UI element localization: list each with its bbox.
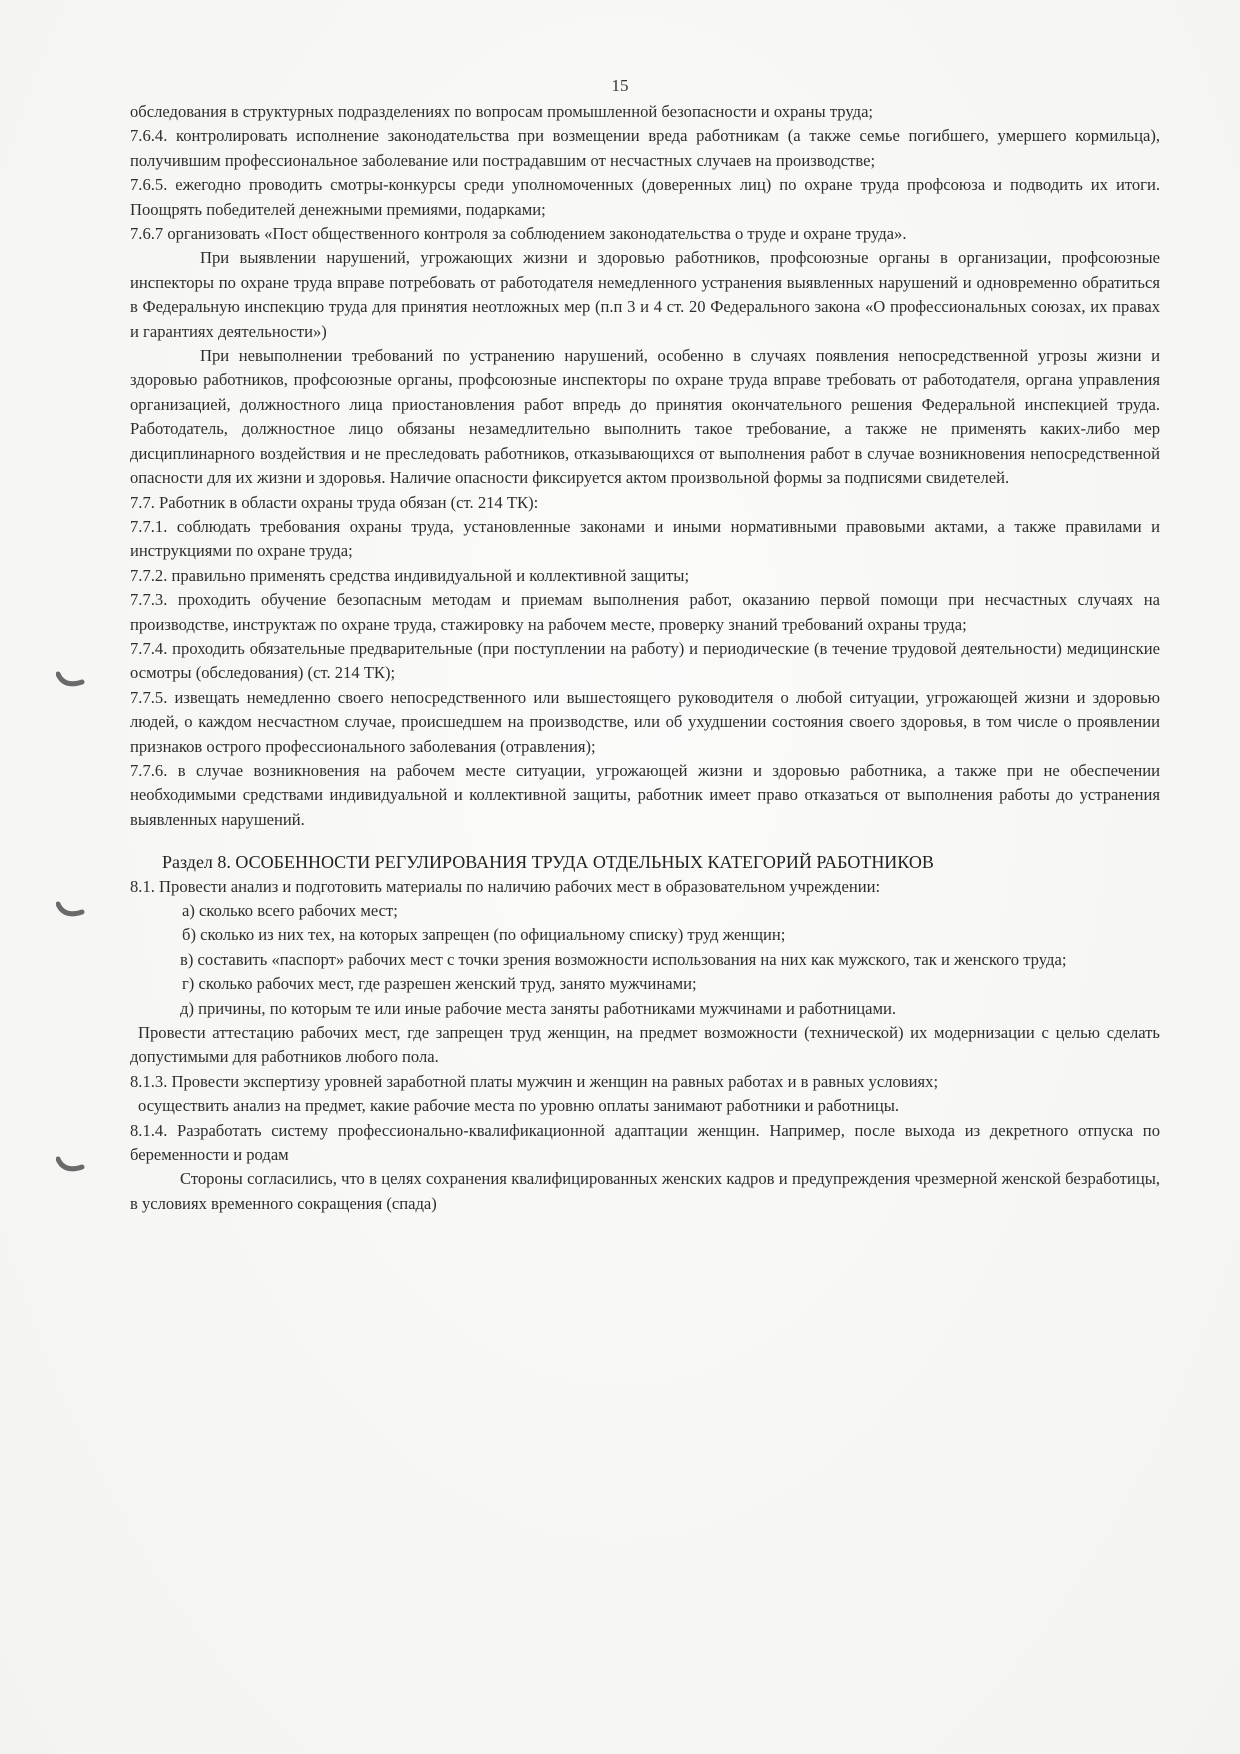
paragraph: осуществить анализ на предмет, какие рабочие места по уровню оплаты занимают работники и работницы. [138, 1096, 900, 1116]
paragraph: 7.7. Работник в области охраны труда обязан (ст. 214 ТК): [130, 492, 539, 512]
paragraph: 7.7.4. проходить обязательные предварительные (при поступлении на работу) и периодические (в течение трудовой деятельности) медицинские осмотры (обследования) (ст. 214 ТК); [130, 638, 1160, 683]
paragraph: 7.6.7 организовать «Пост общественного контроля за соблюдением законодательства о труде и охране труда». [130, 224, 907, 244]
paragraph: 7.7.5. извещать немедленно своего непосредственного или вышестоящего руководителя о любой ситуации, угрожающей жизни и здоровью людей, о каждом несчастном случае, происшедшем на производстве, или об ухудшении состояния своего здоровья, в том числе о проявлении признаков острого профессионального заболевания (отравления); [130, 687, 1160, 756]
paragraph: Стороны согласились, что в целях сохранения квалифицированных женских кадров и предупреждения чрезмерной женской безработицы, в условиях временного сокращения (спада) [130, 1169, 1160, 1213]
paragraph: 7.7.2. правильно применять средства индивидуальной и коллективной защиты; [130, 565, 690, 585]
paragraph: 8.1.3. Провести экспертизу уровней заработной платы мужчин и женщин на равных работах и в равных условиях; [130, 1071, 939, 1091]
page-number: 15 [611, 76, 629, 95]
paragraph: г) сколько рабочих мест, где разрешен женский труд, занято мужчинами; [182, 974, 697, 994]
paragraph: б) сколько из них тех, на которых запрещен (по официальному списку) труд женщин; [182, 925, 786, 945]
binder-hole-mark [56, 900, 86, 920]
paragraph: д) причины, по которым те или иные рабочие места заняты работниками мужчинами и работницами. [180, 998, 896, 1018]
binder-hole-mark [56, 670, 86, 690]
paragraph: Провести аттестацию рабочих мест, где запрещен труд женщин, на предмет возможности (технической) их модернизации с целью сделать допустимыми для работников любого пола. [130, 1023, 1160, 1067]
paragraph: 7.6.4. контролировать исполнение законодательства при возмещении вреда работникам (а также семье погибшего, умершего кормильца), получившим профессиональное заболевание или пострадавшим от несчастных случаев на производстве; [130, 126, 1160, 170]
paragraph: а) сколько всего рабочих мест; [182, 901, 398, 920]
paragraph: При выявлении нарушений, угрожающих жизни и здоровью работников, профсоюзные органы в организации, профсоюзные инспекторы по охране труда вправе потребовать от работодателя немедленного устранения выявленных нарушений и одновременно обратиться в Федеральную инспекцию труда для принятия неотложных мер (п.п 3 и 4 ст. 20 Федерального закона «О профессиональных союзах, их правах и гарантиях деятельности») [130, 248, 1160, 341]
paragraph: 7.7.3. проходить обучение безопасным методам и приемам выполнения работ, оказанию первой помощи при несчастных случаях на производстве, инструктаж по охране труда, стажировку на рабочем месте, проверку знаний требований охраны труда; [130, 590, 1160, 634]
paragraph: 7.6.5. ежегодно проводить смотры-конкурсы среди уполномоченных (доверенных лиц) по охране труда профсоюза и подводить их итоги. Поощрять победителей денежными премиями, подарками; [130, 175, 1160, 219]
paragraph: в) составить «паспорт» рабочих мест с точки зрения возможности использования на них как мужского, так и женского труда; [180, 949, 1067, 969]
binder-hole-mark [56, 1155, 86, 1175]
document-body [130, 100, 1160, 1216]
paragraph: 8.1.4. Разработать систему профессионально-квалификационной адаптации женщин. Например, после выхода из декретного отпуска по беременности и родам [130, 1120, 1160, 1165]
paragraph: 7.7.6. в случае возникновения на рабочем месте ситуации, угрожающей жизни и здоровью работника, а также при не обеспечении необходимыми средствами индивидуальной и коллективной защиты, работник имеет право отказаться от выполнения работы до устранения выявленных нарушений. [130, 760, 1160, 829]
paragraph: 7.7.1. соблюдать требования охраны труда, установленные законами и иными нормативными правовыми актами, а также правилами и инструкциями по охране труда; [130, 516, 1160, 561]
paragraph: обследования в структурных подразделениях по вопросам промышленной безопасности и охраны труда; [130, 102, 874, 121]
paragraph: При невыполнении требований по устранению нарушений, особенно в случаях появления непосредственной угрозы жизни и здоровью работников, профсоюзные органы, профсоюзные инспекторы по охране труда вправе требовать от работодателя, органа управления организацией, должностного лица приостановления работ впредь до принятия окончательного решения Федеральной инспекцией труда. Работодатель, должностное лицо обязаны незамедлительно выполнить такое требование, а также не применять каких-либо мер дисциплинарного воздействия и не преследовать работников, отказывающихся от выполнения работ в случае возникновения непосредственной опасности для их жизни и здоровья. Наличие опасности фиксируется актом произвольной формы за подписями свидетелей. [130, 346, 1160, 488]
section-heading: Раздел 8. ОСОБЕННОСТИ РЕГУЛИРОВАНИЯ ТРУДА ОТДЕЛЬНЫХ КАТЕГОРИЙ РАБОТНИКОВ [162, 852, 934, 873]
paragraph: 8.1. Провести анализ и подготовить материалы по наличию рабочих мест в образовательном учреждении: [130, 876, 881, 896]
